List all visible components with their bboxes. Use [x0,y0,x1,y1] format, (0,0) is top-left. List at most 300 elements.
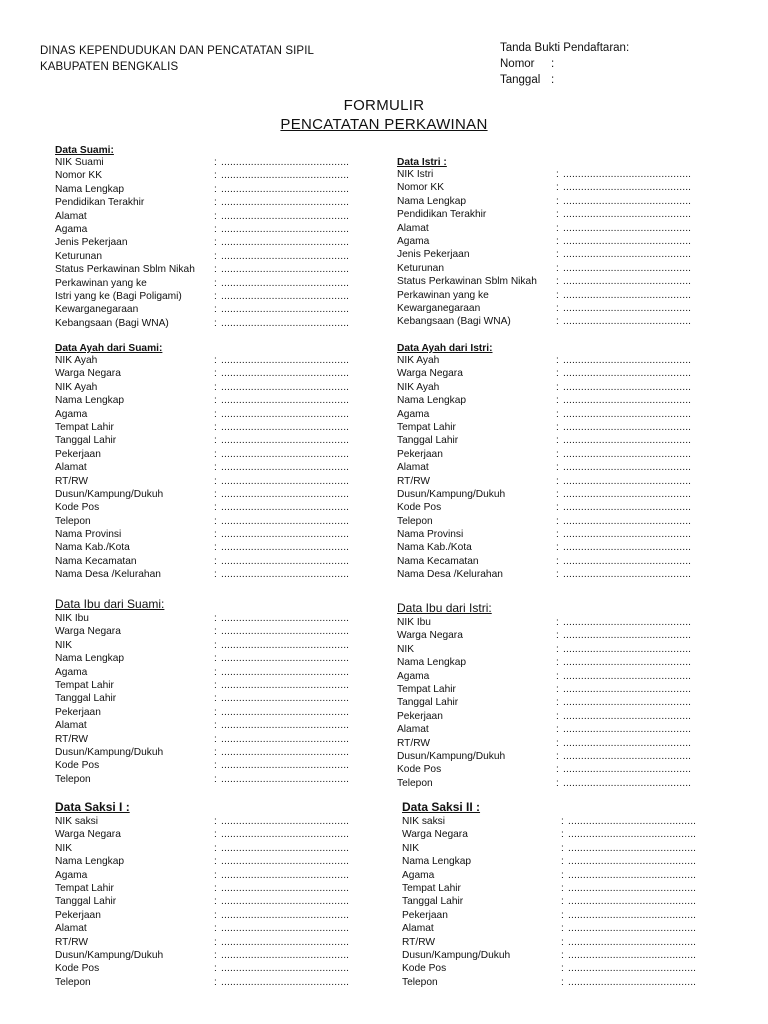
field-blank-line[interactable]: ........................................... [221,842,350,854]
section-data-ayah-suami [55,343,350,582]
field-colon: : [214,381,217,393]
form-field-row [55,936,350,949]
form-field-row [402,976,697,989]
field-label: Nomor KK [397,182,444,194]
field-blank-line[interactable]: ........................................... [221,869,350,881]
field-label: Alamat [397,222,429,234]
field-colon: : [214,746,217,758]
field-label: Dusun/Kampung/Dukuh [402,949,511,961]
receipt-number-label: Nomor [500,58,535,70]
field-colon: : [556,209,559,221]
field-colon: : [556,764,559,776]
field-blank-line[interactable]: ........................................... [221,679,350,691]
field-label: Alamat [55,462,87,474]
field-colon: : [556,617,559,628]
receipt-date-row [500,72,629,88]
field-blank-line[interactable]: ........................................... [221,882,350,894]
field-label: Tempat Lahir [397,683,456,695]
field-label: Nama Kab./Kota [397,542,472,554]
field-blank-line[interactable]: ........................................... [221,183,350,195]
field-blank-line[interactable]: ........................................... [221,760,350,772]
field-blank-line[interactable]: ........................................... [221,529,350,541]
field-blank-line[interactable]: ........................................... [563,657,692,669]
form-field-row [55,501,350,514]
field-blank-line[interactable]: ........................................... [221,502,350,514]
form-field-row [402,815,697,828]
field-colon: : [556,777,559,789]
form-field-row [397,750,692,763]
field-colon: : [556,683,559,695]
form-field-row [397,461,692,474]
field-blank-line[interactable]: ........................................... [221,462,350,474]
field-blank-line[interactable]: ........................................... [221,896,350,908]
field-blank-line[interactable]: ........................................... [221,368,350,380]
field-blank-line[interactable]: ........................................... [221,963,350,975]
section-data-suami [55,145,350,330]
field-blank-line[interactable]: ........................................... [221,197,350,209]
field-blank-line[interactable]: ........................................... [221,639,350,651]
field-blank-line[interactable]: ........................................... [221,264,350,276]
form-field-row [55,855,350,868]
field-label: Tanggal Lahir [55,435,117,447]
field-blank-line[interactable]: ........................................... [221,317,350,329]
form-field-row [397,488,692,501]
field-blank-line[interactable]: ........................................... [568,856,697,868]
field-blank-line[interactable]: ........................................... [221,666,350,678]
field-colon: : [214,949,217,961]
field-label: Kode Pos [55,760,100,772]
field-colon: : [556,435,559,447]
form-field-row [55,746,350,759]
field-label: Agama [55,408,88,420]
field-colon: : [214,733,217,745]
field-colon: : [214,368,217,380]
field-colon: : [556,724,559,736]
field-colon: : [561,869,564,881]
field-colon: : [556,515,559,527]
field-blank-line[interactable]: ........................................... [221,157,350,168]
field-colon: : [561,963,564,975]
field-blank-line[interactable]: ........................................... [563,683,692,695]
field-colon: : [556,381,559,393]
field-blank-line[interactable]: ........................................... [563,617,692,628]
field-blank-line[interactable]: ........................................... [568,816,697,827]
section-data-saksi-1 [55,800,350,989]
field-colon: : [214,720,217,732]
field-blank-line[interactable]: ........................................... [563,368,692,380]
field-colon: : [556,169,559,180]
field-blank-line[interactable]: ........................................... [563,381,692,393]
field-label: NIK saksi [55,816,99,827]
field-blank-line[interactable]: ........................................... [221,515,350,527]
field-label: Nama Desa /Kelurahan [55,569,161,581]
field-blank-line[interactable]: ........................................... [563,276,692,288]
field-colon: : [556,475,559,487]
form-field-row [55,394,350,407]
field-label: RT/RW [397,737,431,749]
form-field-row [397,421,692,434]
form-title-line2: PENCATATAN PERKAWINAN [280,116,488,133]
form-field-row [402,869,697,882]
field-label: Tempat Lahir [397,421,456,433]
field-colon: : [214,613,217,624]
field-blank-line[interactable]: ........................................... [563,737,692,749]
field-blank-line[interactable]: ........................................... [221,949,350,961]
form-field-row [397,381,692,394]
form-field-row [397,475,692,488]
field-blank-line[interactable]: ........................................... [563,249,692,261]
field-colon: : [214,448,217,460]
field-colon: : [556,488,559,500]
field-blank-line[interactable]: ........................................... [221,555,350,567]
field-blank-line[interactable]: ........................................... [221,773,350,785]
field-colon: : [214,923,217,935]
form-field-row [55,290,350,303]
field-blank-line[interactable]: ........................................... [563,395,692,407]
field-label: Tempat Lahir [55,882,114,894]
registration-receipt [500,40,629,88]
form-field-row [397,208,692,221]
field-colon: : [214,829,217,841]
field-colon: : [214,277,217,289]
field-label: Nama Desa /Kelurahan [397,569,503,581]
field-label: Dusun/Kampung/Dukuh [397,750,506,762]
field-colon: : [556,395,559,407]
field-label: Keturunan [55,250,103,262]
field-label: NIK Ayah [55,381,98,393]
field-blank-line[interactable]: ........................................... [568,963,697,975]
field-blank-line[interactable]: ........................................... [563,408,692,420]
field-label: Telepon [55,773,91,785]
section-data-ibu-suami [55,597,350,786]
field-colon: : [556,542,559,554]
field-colon: : [214,693,217,705]
field-blank-line[interactable]: ........................................... [563,195,692,207]
field-colon: : [214,408,217,420]
form-field-row [402,842,697,855]
field-colon: : [214,515,217,527]
field-label: Istri yang ke (Bagi Poligami) [55,290,182,302]
form-field-row [397,354,692,367]
field-blank-line[interactable]: ........................................... [221,475,350,487]
field-colon: : [556,302,559,314]
field-colon: : [214,157,217,168]
field-colon: : [214,856,217,868]
field-colon: : [556,235,559,247]
field-blank-line[interactable]: ........................................... [221,355,350,366]
field-blank-line[interactable]: ........................................... [221,290,350,302]
field-label: Alamat [55,720,87,732]
field-blank-line[interactable]: ........................................... [221,277,350,289]
field-blank-line[interactable]: ........................................... [563,355,692,366]
field-colon: : [556,462,559,474]
field-blank-line[interactable]: ........................................... [568,909,697,921]
form-field-row [397,643,692,656]
field-blank-line[interactable]: ........................................... [221,816,350,827]
field-blank-line[interactable]: ........................................... [563,750,692,762]
field-label: Warga Negara [55,829,121,841]
field-colon: : [214,210,217,222]
field-label: Agama [402,869,435,881]
field-blank-line[interactable]: ........................................... [221,829,350,841]
field-label: NIK Ayah [397,381,440,393]
field-blank-line[interactable]: ........................................... [221,448,350,460]
field-blank-line[interactable]: ........................................... [563,209,692,221]
form-field-row [397,555,692,568]
field-label: Telepon [55,976,91,988]
field-label: Agama [55,666,88,678]
field-label: Tanggal Lahir [402,896,464,908]
field-colon: : [214,626,217,638]
field-label: Pekerjaan [55,909,101,921]
form-field-row [55,277,350,290]
field-blank-line[interactable]: ........................................... [221,976,350,988]
field-blank-line[interactable]: ........................................... [568,882,697,894]
field-blank-line[interactable]: ........................................... [563,302,692,314]
field-label: NIK [397,643,414,655]
form-field-row [55,555,350,568]
field-blank-line[interactable]: ........................................... [221,653,350,665]
field-blank-line[interactable]: ........................................... [221,746,350,758]
form-field-row [402,828,697,841]
field-blank-line[interactable]: ........................................... [563,764,692,776]
field-blank-line[interactable]: ........................................... [563,670,692,682]
field-blank-line[interactable]: ........................................... [221,693,350,705]
field-blank-line[interactable]: ........................................... [221,856,350,868]
field-blank-line[interactable]: ........................................... [221,237,350,249]
field-blank-line[interactable]: ........................................... [563,502,692,514]
field-label: NIK Ibu [397,617,431,628]
field-blank-line[interactable]: ........................................... [563,182,692,194]
field-blank-line[interactable]: ........................................... [563,643,692,655]
form-title-line1: FORMULIR [343,97,425,114]
field-blank-line[interactable]: ........................................... [221,909,350,921]
field-label: Kode Pos [402,963,447,975]
field-blank-line[interactable]: ........................................... [221,408,350,420]
field-blank-line[interactable]: ........................................... [563,462,692,474]
field-label: Jenis Pekerjaan [55,237,128,249]
form-field-row [397,448,692,461]
section-heading: Data Ayah dari Suami: [55,343,163,354]
receipt-colon: : [551,74,555,86]
field-blank-line[interactable]: ........................................... [563,448,692,460]
section-heading: Data Saksi II : [402,800,481,814]
form-field-row [397,763,692,776]
field-blank-line[interactable]: ........................................... [563,262,692,274]
field-blank-line[interactable]: ........................................... [221,381,350,393]
form-field-row [402,936,697,949]
form-field-row [55,488,350,501]
field-blank-line[interactable]: ........................................... [221,223,350,235]
field-blank-line[interactable]: ........................................... [221,706,350,718]
field-blank-line[interactable]: ........................................... [563,529,692,541]
field-blank-line[interactable]: ........................................... [563,697,692,709]
field-blank-line[interactable]: ........................................... [563,777,692,789]
field-blank-line[interactable]: ........................................... [563,630,692,642]
form-field-row [55,652,350,665]
field-blank-line[interactable]: ........................................... [563,475,692,487]
form-field-row [397,683,692,696]
field-label: NIK Istri [397,169,434,180]
field-colon: : [556,316,559,328]
field-colon: : [561,896,564,908]
form-field-row [397,737,692,750]
field-blank-line[interactable]: ........................................... [221,720,350,732]
field-label: Alamat [397,724,429,736]
field-label: Nama Lengkap [397,195,467,207]
form-field-row [397,568,692,581]
field-blank-line[interactable]: ........................................... [563,289,692,301]
form-field-row [55,381,350,394]
field-blank-line[interactable]: ........................................... [221,435,350,447]
field-blank-line[interactable]: ........................................... [221,488,350,500]
field-label: Kode Pos [55,502,100,514]
field-label: NIK [55,842,72,854]
field-blank-line[interactable]: ........................................... [563,488,692,500]
form-field-row [397,262,692,275]
field-blank-line[interactable]: ........................................... [221,170,350,182]
field-label: Nama Provinsi [397,529,464,541]
form-field-row [55,156,350,169]
field-colon: : [214,435,217,447]
field-colon: : [214,462,217,474]
field-blank-line[interactable]: ........................................... [221,569,350,581]
field-label: Nomor KK [55,170,102,182]
field-label: RT/RW [55,733,89,745]
field-blank-line[interactable]: ........................................... [563,421,692,433]
form-field-row [55,169,350,182]
field-blank-line[interactable]: ........................................... [221,936,350,948]
field-blank-line[interactable]: ........................................... [568,842,697,854]
field-colon: : [214,569,217,581]
field-blank-line[interactable]: ........................................... [563,542,692,554]
form-field-row [397,434,692,447]
field-label: Kebangsaan (Bagi WNA) [397,316,511,328]
field-blank-line[interactable]: ........................................... [568,976,697,988]
field-blank-line[interactable]: ........................................... [563,316,692,328]
field-label: Keturunan [397,262,445,274]
receipt-colon: : [551,58,555,70]
field-blank-line[interactable]: ........................................... [221,210,350,222]
field-label: Pekerjaan [397,710,443,722]
field-label: Dusun/Kampung/Dukuh [397,488,506,500]
field-label: Kode Pos [397,764,442,776]
field-blank-line[interactable]: ........................................... [221,395,350,407]
form-field-row [397,541,692,554]
field-blank-line[interactable]: ........................................... [221,923,350,935]
field-blank-line[interactable]: ........................................... [563,724,692,736]
field-blank-line[interactable]: ........................................... [221,250,350,262]
form-field-row [397,248,692,261]
field-blank-line[interactable]: ........................................... [221,626,350,638]
section-heading: Data Ayah dari Istri: [397,343,493,354]
field-blank-line[interactable]: ........................................... [563,710,692,722]
field-colon: : [556,276,559,288]
field-blank-line[interactable]: ........................................... [563,555,692,567]
field-colon: : [214,475,217,487]
field-label: Nama Provinsi [55,529,122,541]
form-field-row [402,895,697,908]
field-blank-line[interactable]: ........................................... [563,515,692,527]
field-colon: : [214,936,217,948]
field-blank-line[interactable]: ........................................... [568,869,697,881]
field-label: Pekerjaan [55,706,101,718]
form-field-row [55,196,350,209]
form-field-row [55,421,350,434]
form-field-row [55,448,350,461]
field-blank-line[interactable]: ........................................... [221,421,350,433]
field-colon: : [214,706,217,718]
field-colon: : [214,197,217,209]
field-label: Agama [397,408,430,420]
field-colon: : [556,502,559,514]
field-label: Agama [55,869,88,881]
field-label: NIK Ibu [55,613,89,624]
field-blank-line[interactable]: ........................................... [568,936,697,948]
form-field-row [397,501,692,514]
field-blank-line[interactable]: ........................................... [221,542,350,554]
field-blank-line[interactable]: ........................................... [568,949,697,961]
field-blank-line[interactable]: ........................................... [568,923,697,935]
agency-region: KABUPATEN BENGKALIS [40,61,179,73]
section-heading: Data Suami: [55,145,114,156]
agency-name: DINAS KEPENDUDUKAN DAN PENCATATAN SIPIL [40,45,314,57]
field-blank-line[interactable]: ........................................... [568,829,697,841]
form-field-row [55,612,350,625]
field-label: Alamat [55,210,87,222]
field-label: Tanggal Lahir [397,697,459,709]
form-field-row [55,706,350,719]
field-blank-line[interactable]: ........................................... [563,169,692,180]
field-label: Kewarganegaraan [397,302,481,314]
field-blank-line[interactable]: ........................................... [221,304,350,316]
section-heading: Data Istri : [397,157,447,168]
field-label: Pekerjaan [397,448,443,460]
form-field-row [55,666,350,679]
field-label: NIK [402,842,419,854]
field-blank-line[interactable]: ........................................... [563,435,692,447]
field-blank-line[interactable]: ........................................... [568,896,697,908]
field-colon: : [561,856,564,868]
field-colon: : [214,555,217,567]
field-colon: : [556,355,559,366]
field-blank-line[interactable]: ........................................... [221,613,350,624]
field-colon: : [214,909,217,921]
form-field-row [397,408,692,421]
field-label: Nama Lengkap [55,183,125,195]
field-label: Tanggal Lahir [55,693,117,705]
form-field-row [55,354,350,367]
field-colon: : [214,502,217,514]
field-colon: : [556,670,559,682]
form-field-row [55,263,350,276]
field-label: Tempat Lahir [55,421,114,433]
form-field-row [397,181,692,194]
field-colon: : [214,639,217,651]
field-label: NIK saksi [402,816,446,827]
field-colon: : [214,869,217,881]
field-blank-line[interactable]: ........................................... [563,222,692,234]
field-colon: : [214,317,217,329]
field-blank-line[interactable]: ........................................... [563,569,692,581]
field-blank-line[interactable]: ........................................... [221,733,350,745]
form-field-row [55,223,350,236]
field-blank-line[interactable]: ........................................... [563,235,692,247]
form-field-row [55,692,350,705]
field-colon: : [561,949,564,961]
field-colon: : [214,542,217,554]
agency-header [40,43,314,75]
